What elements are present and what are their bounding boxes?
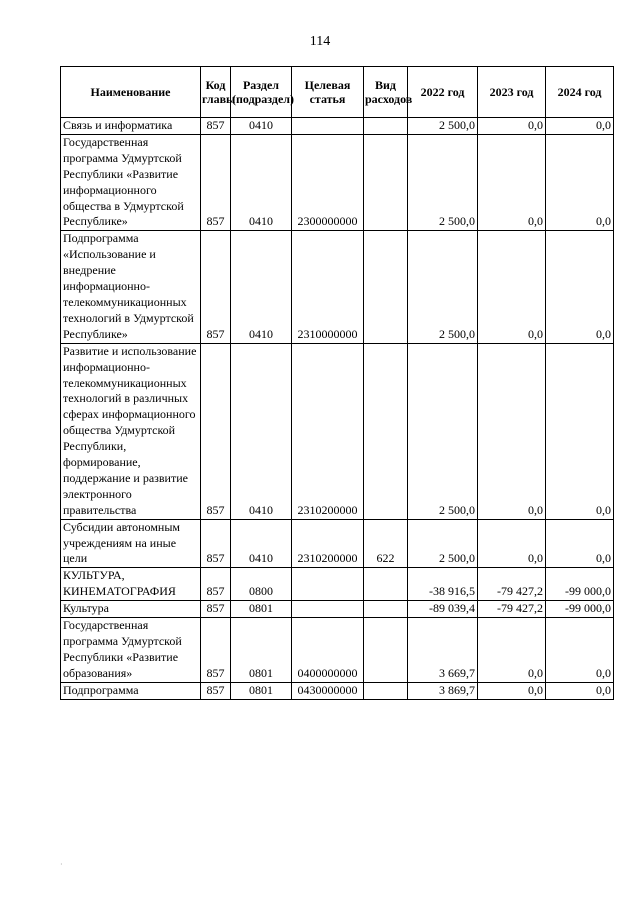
column-header-target-article: Целевая статья [292, 67, 364, 118]
row-target-article [292, 601, 364, 618]
row-2024: 0,0 [546, 118, 614, 135]
row-target-article: 2300000000 [292, 134, 364, 230]
row-2024: 0,0 [546, 519, 614, 568]
row-2023: 0,0 [478, 134, 546, 230]
row-chapter-code: 857 [201, 118, 231, 135]
row-2024: -99 000,0 [546, 568, 614, 601]
row-name: Подпрограмма [61, 682, 201, 699]
row-2024: 0,0 [546, 231, 614, 343]
row-name: Субсидии автономным учреждениям на иные цели [61, 519, 201, 568]
table-row [61, 134, 614, 230]
table-row [61, 343, 614, 519]
table-row [61, 618, 614, 683]
page-number: 114 [309, 34, 331, 49]
budget-table [60, 66, 614, 700]
row-2023: -79 427,2 [478, 568, 546, 601]
table-row [61, 568, 614, 601]
row-2022: -38 916,5 [408, 568, 478, 601]
row-2022: 3 869,7 [408, 682, 478, 699]
row-name: Связь и информатика [61, 118, 201, 135]
row-expense-type [364, 618, 408, 683]
scan-mark: · [60, 860, 63, 869]
column-header-expense-type: Вид расходов [364, 67, 408, 118]
row-target-article: 2310000000 [292, 231, 364, 343]
row-2022: 2 500,0 [408, 134, 478, 230]
row-2022: 3 669,7 [408, 618, 478, 683]
row-target-article [292, 118, 364, 135]
table-row [61, 682, 614, 699]
row-target-article: 2310200000 [292, 343, 364, 519]
row-2023: 0,0 [478, 118, 546, 135]
row-expense-type [364, 568, 408, 601]
row-2022: 2 500,0 [408, 118, 478, 135]
row-chapter-code: 857 [201, 568, 231, 601]
row-chapter-code: 857 [201, 519, 231, 568]
row-section: 0410 [231, 343, 292, 519]
table-row [61, 519, 614, 568]
row-2022: -89 039,4 [408, 601, 478, 618]
row-chapter-code: 857 [201, 343, 231, 519]
row-expense-type [364, 601, 408, 618]
row-expense-type [364, 134, 408, 230]
row-expense-type [364, 682, 408, 699]
row-2023: 0,0 [478, 682, 546, 699]
row-expense-type [364, 343, 408, 519]
row-target-article: 2310200000 [292, 519, 364, 568]
row-section: 0410 [231, 134, 292, 230]
table-row [61, 118, 614, 135]
row-expense-type [364, 231, 408, 343]
row-section: 0801 [231, 601, 292, 618]
table-row [61, 231, 614, 343]
row-target-article: 0400000000 [292, 618, 364, 683]
row-chapter-code: 857 [201, 231, 231, 343]
row-name: Подпрограмма «Использование и внедрение информационно-телекоммуникационных технологий в Удмуртской Республике» [61, 231, 201, 343]
table-row [61, 601, 614, 618]
row-name: Государственная программа Удмуртской Республики «Развитие образования» [61, 618, 201, 683]
row-expense-type: 622 [364, 519, 408, 568]
row-chapter-code: 857 [201, 618, 231, 683]
row-2023: 0,0 [478, 618, 546, 683]
column-header-2024: 2024 год [546, 67, 614, 118]
row-target-article [292, 568, 364, 601]
row-target-article: 0430000000 [292, 682, 364, 699]
row-chapter-code: 857 [201, 601, 231, 618]
row-2024: 0,0 [546, 618, 614, 683]
row-2023: -79 427,2 [478, 601, 546, 618]
row-2023: 0,0 [478, 343, 546, 519]
column-header-2022: 2022 год [408, 67, 478, 118]
table-header-row [61, 67, 614, 118]
row-2024: 0,0 [546, 134, 614, 230]
column-header-section: Раздел (подраздел) [231, 67, 292, 118]
row-section: 0801 [231, 618, 292, 683]
row-name: Государственная программа Удмуртской Республики «Развитие информационного общества в Удмуртской Республике» [61, 134, 201, 230]
column-header-2023: 2023 год [478, 67, 546, 118]
row-section: 0801 [231, 682, 292, 699]
row-name: Развитие и использование информационно-телекоммуникационных технологий в различных сферах информационного общества Удмуртской Республики, формирование, поддержание и развитие электронного правительства [61, 343, 201, 519]
row-2022: 2 500,0 [408, 231, 478, 343]
row-2022: 2 500,0 [408, 519, 478, 568]
row-2024: 0,0 [546, 343, 614, 519]
row-chapter-code: 857 [201, 134, 231, 230]
row-2024: -99 000,0 [546, 601, 614, 618]
row-section: 0800 [231, 568, 292, 601]
row-section: 0410 [231, 231, 292, 343]
row-2023: 0,0 [478, 519, 546, 568]
row-chapter-code: 857 [201, 682, 231, 699]
row-name: КУЛЬТУРА, КИНЕМАТОГРАФИЯ [61, 568, 201, 601]
row-section: 0410 [231, 118, 292, 135]
row-2022: 2 500,0 [408, 343, 478, 519]
row-2024: 0,0 [546, 682, 614, 699]
row-2023: 0,0 [478, 231, 546, 343]
row-expense-type [364, 118, 408, 135]
row-name: Культура [61, 601, 201, 618]
column-header-chapter-code: Код главы [201, 67, 231, 118]
column-header-name: Наименование [61, 67, 201, 118]
row-section: 0410 [231, 519, 292, 568]
